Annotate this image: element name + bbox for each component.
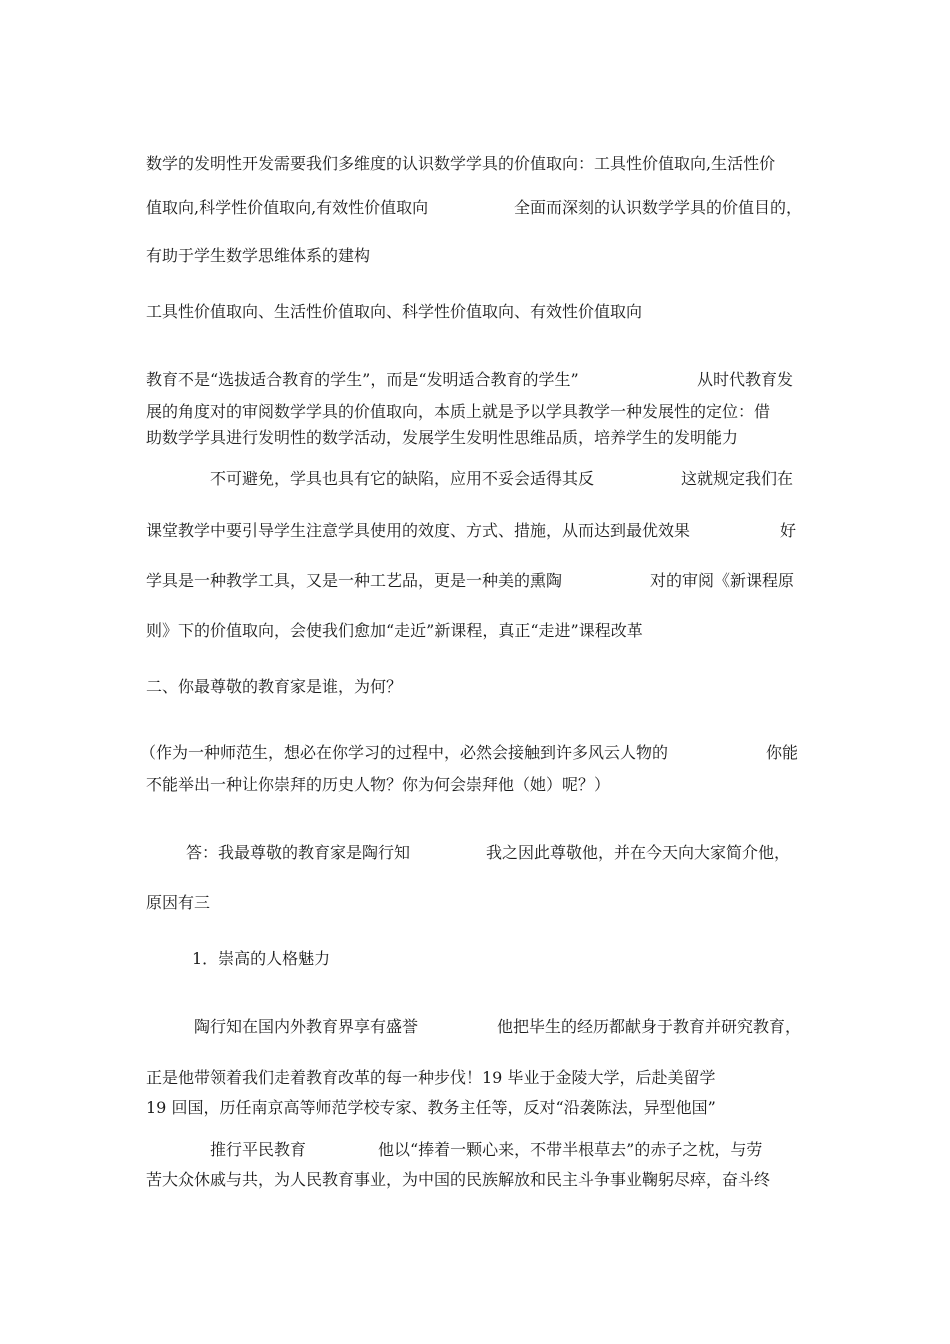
text-segment: 不可避免，学具也具有它的缺陷，应用不妥会适得其反	[210, 469, 595, 488]
text-segment: 他把毕生的经历都献身于教育并研究教育，	[497, 1017, 802, 1036]
text-segment: 则》下的价值取向，会使我们愈加“走近”新课程，真正“走进”课程改革	[146, 621, 643, 640]
text-segment: 你能	[766, 743, 799, 762]
text-segment: 展的角度对的审阅数学学具的价值取向，本质上就是予以学具教学一种发展性的定位：借	[146, 402, 771, 421]
text-segment: 1．崇高的人格魅力	[192, 949, 331, 968]
text-segment: 答：我最尊敬的教育家是陶行知	[186, 843, 411, 862]
text-segment: 从时代教育发	[697, 370, 794, 389]
text-segment: 数学的发明性开发需要我们多维度的认识数学学具的价值取向：工具性价值取向,生活性价	[146, 154, 776, 173]
text-segment: 教育不是“选拔适合教育的学生”，而是“发明适合教育的学生”	[146, 370, 579, 389]
text-segment: 苦大众休戚与共，为人民教育事业，为中国的民族解放和民主斗争事业鞠躬尽瘁，奋斗终	[146, 1170, 771, 1189]
text-segment: 全面而深刻的认识数学学具的价值目的，	[514, 198, 803, 217]
text-segment: 对的审阅《新课程原	[650, 571, 795, 590]
text-segment: 二、你最尊敬的教育家是谁，为何？	[146, 677, 403, 696]
text-segment: 学具是一种教学工具，又是一种工艺品，更是一种美的熏陶	[146, 571, 563, 590]
text-segment: （作为一种师范生，想必在你学习的过程中，必然会接触到许多风云人物的	[140, 743, 669, 762]
text-segment: 19 回国，历任南京高等师范学校专家、教务主任等，反对“沿袭陈法，异型他国”	[146, 1098, 716, 1117]
text-segment: 推行平民教育	[210, 1140, 307, 1159]
text-segment: 课堂教学中要引导学生注意学具使用的效度、方式、措施，从而达到最优效果	[146, 521, 691, 540]
text-segment: 我之因此尊敬他，并在今天向大家简介他，	[486, 843, 791, 862]
text-segment: 陶行知在国内外教育界享有盛誉	[194, 1017, 419, 1036]
text-segment: 他以“捧着一颗心来，不带半根草去”的赤子之枕，与劳	[378, 1140, 763, 1159]
text-segment: 这就规定我们在	[681, 469, 794, 488]
text-segment: 助数学学具进行发明性的数学活动，发展学生发明性思维品质，培养学生的发明能力	[146, 428, 739, 447]
text-segment: 值取向,科学性价值取向,有效性价值取向	[146, 198, 429, 217]
text-segment: 不能举出一种让你崇拜的历史人物？你为何会崇拜他（她）呢？）	[146, 775, 611, 794]
text-segment: 好	[780, 521, 797, 540]
text-segment: 工具性价值取向、生活性价值取向、科学性价值取向、有效性价值取向	[146, 302, 643, 321]
text-segment: 原因有三	[146, 893, 211, 912]
text-segment: 有助于学生数学思维体系的建构	[146, 246, 371, 265]
text-segment: 正是他带领着我们走着教育改革的每一种步伐！19 毕业于金陵大学，后赴美留学	[146, 1068, 716, 1087]
